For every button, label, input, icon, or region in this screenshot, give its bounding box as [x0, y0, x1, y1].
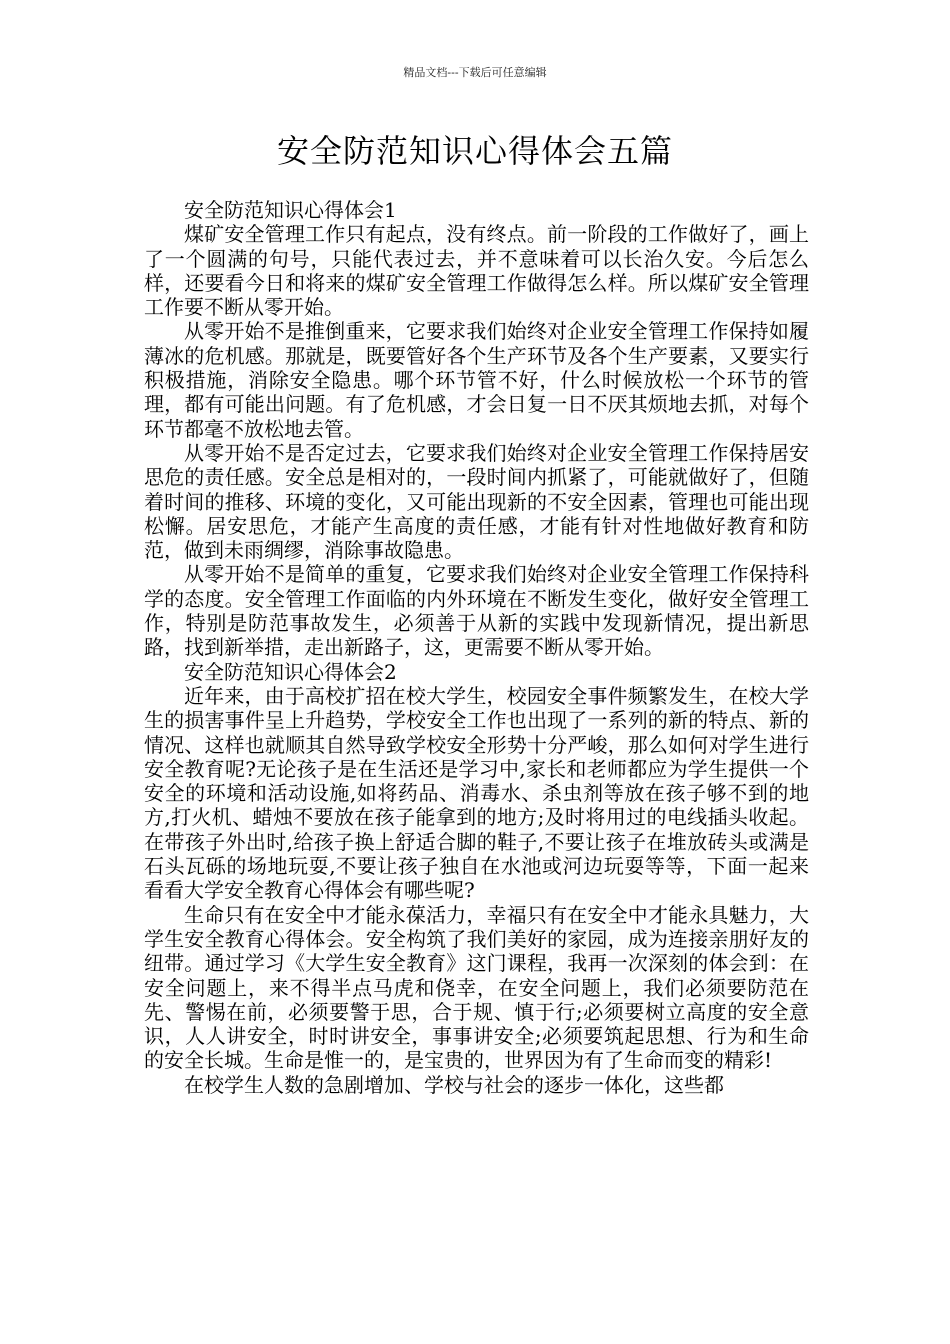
- document-title: 安全防范知识心得体会五篇: [276, 132, 673, 170]
- paragraph: 从零开始不是简单的重复，它要求我们始终对企业安全管理工作保持科学的态度。安全管理工作面临的内外环境在不断发生变化，做好安全管理工作，特别是防范事故发生，必须善于从新的实践中发现新情况，提出新思路，找到新举措，走出新路子，这，更需要不断从零开始。: [144, 562, 809, 660]
- paragraph: 从零开始不是推倒重来，它要求我们始终对企业安全管理工作保持如履薄冰的危机感。那就是，既要管好各个生产环节及各个生产要素，又要实行积极措施，消除安全隐患。哪个环节管不好，什么时候放松一个环节的管理，都有可能出问题。有了危机感，才会日复一日不厌其烦地去抓，对每个环节都毫不放松地去管。: [144, 319, 809, 441]
- paragraph: 从零开始不是否定过去，它要求我们始终对企业安全管理工作保持居安思危的责任感。安全总是相对的，一段时间内抓紧了，可能就做好了，但随着时间的推移、环境的变化，又可能出现新的不安全因素，管理也可能出现松懈。居安思危，才能产生高度的责任感，才能有针对性地做好教育和防范，做到未雨绸缪，消除事故隐患。: [144, 440, 809, 563]
- document-body: [144, 198, 809, 1097]
- section-heading-2: 安全防范知识心得体会2: [184, 659, 397, 684]
- paragraph: 煤矿安全管理工作只有起点，没有终点。前一阶段的工作做好了，画上了一个圆满的句号，只能代表过去，并不意味着可以长治久安。今后怎么样，还要看今日和将来的煤矿安全管理工作做得怎么样。所以煤矿安全管理工作要不断从零开始。: [144, 222, 809, 320]
- page-header: 精品文档---下载后可任意编辑: [403, 66, 547, 79]
- paragraph: 在校学生人数的急剧增加、学校与社会的逐步一体化，这些都: [184, 1072, 724, 1097]
- paragraph: 近年来，由于高校扩招在校大学生，校园安全事件频繁发生，在校大学生的损害事件呈上升趋势，学校安全工作也出现了一系列的新的特点、新的情况、这样也就顺其自然导致学校安全形势十分严峻，那么如何对学生进行安全教育呢?无论孩子是在生活还是学习中,家长和老师都应为学生提供一个安全的环境和活动设施,如将药品、消毒水、杀虫剂等放在孩子够不到的地方,打火机、蜡烛不要放在孩子能拿到的地方;及时将用过的电线插头收起。在带孩子外出时,给孩子换上舒适合脚的鞋子,不要让孩子在堆放砖头或满是石头瓦砾的场地玩耍,不要让孩子独自在水池或河边玩耍等等，下面一起来看看大学安全教育心得体会有哪些呢?: [144, 683, 809, 903]
- paragraph: 生命只有在安全中才能永葆活力，幸福只有在安全中才能永具魅力，大学生安全教育心得体会。安全构筑了我们美好的家园，成为连接亲朋好友的纽带。通过学习《大学生安全教育》这门课程，我再一次深刻的体会到：在安全问题上，来不得半点马虎和侥幸，在安全问题上，我们必须要防范在先、警惕在前，必须要警于思，合于规、慎于行;必须要树立高度的安全意识，人人讲安全，时时讲安全，事事讲安全;必须要筑起思想、行为和生命的安全长城。生命是惟一的，是宝贵的，世界因为有了生命而变的精彩!: [144, 902, 809, 1073]
- section-heading-1: 安全防范知识心得体会1: [184, 198, 397, 222]
